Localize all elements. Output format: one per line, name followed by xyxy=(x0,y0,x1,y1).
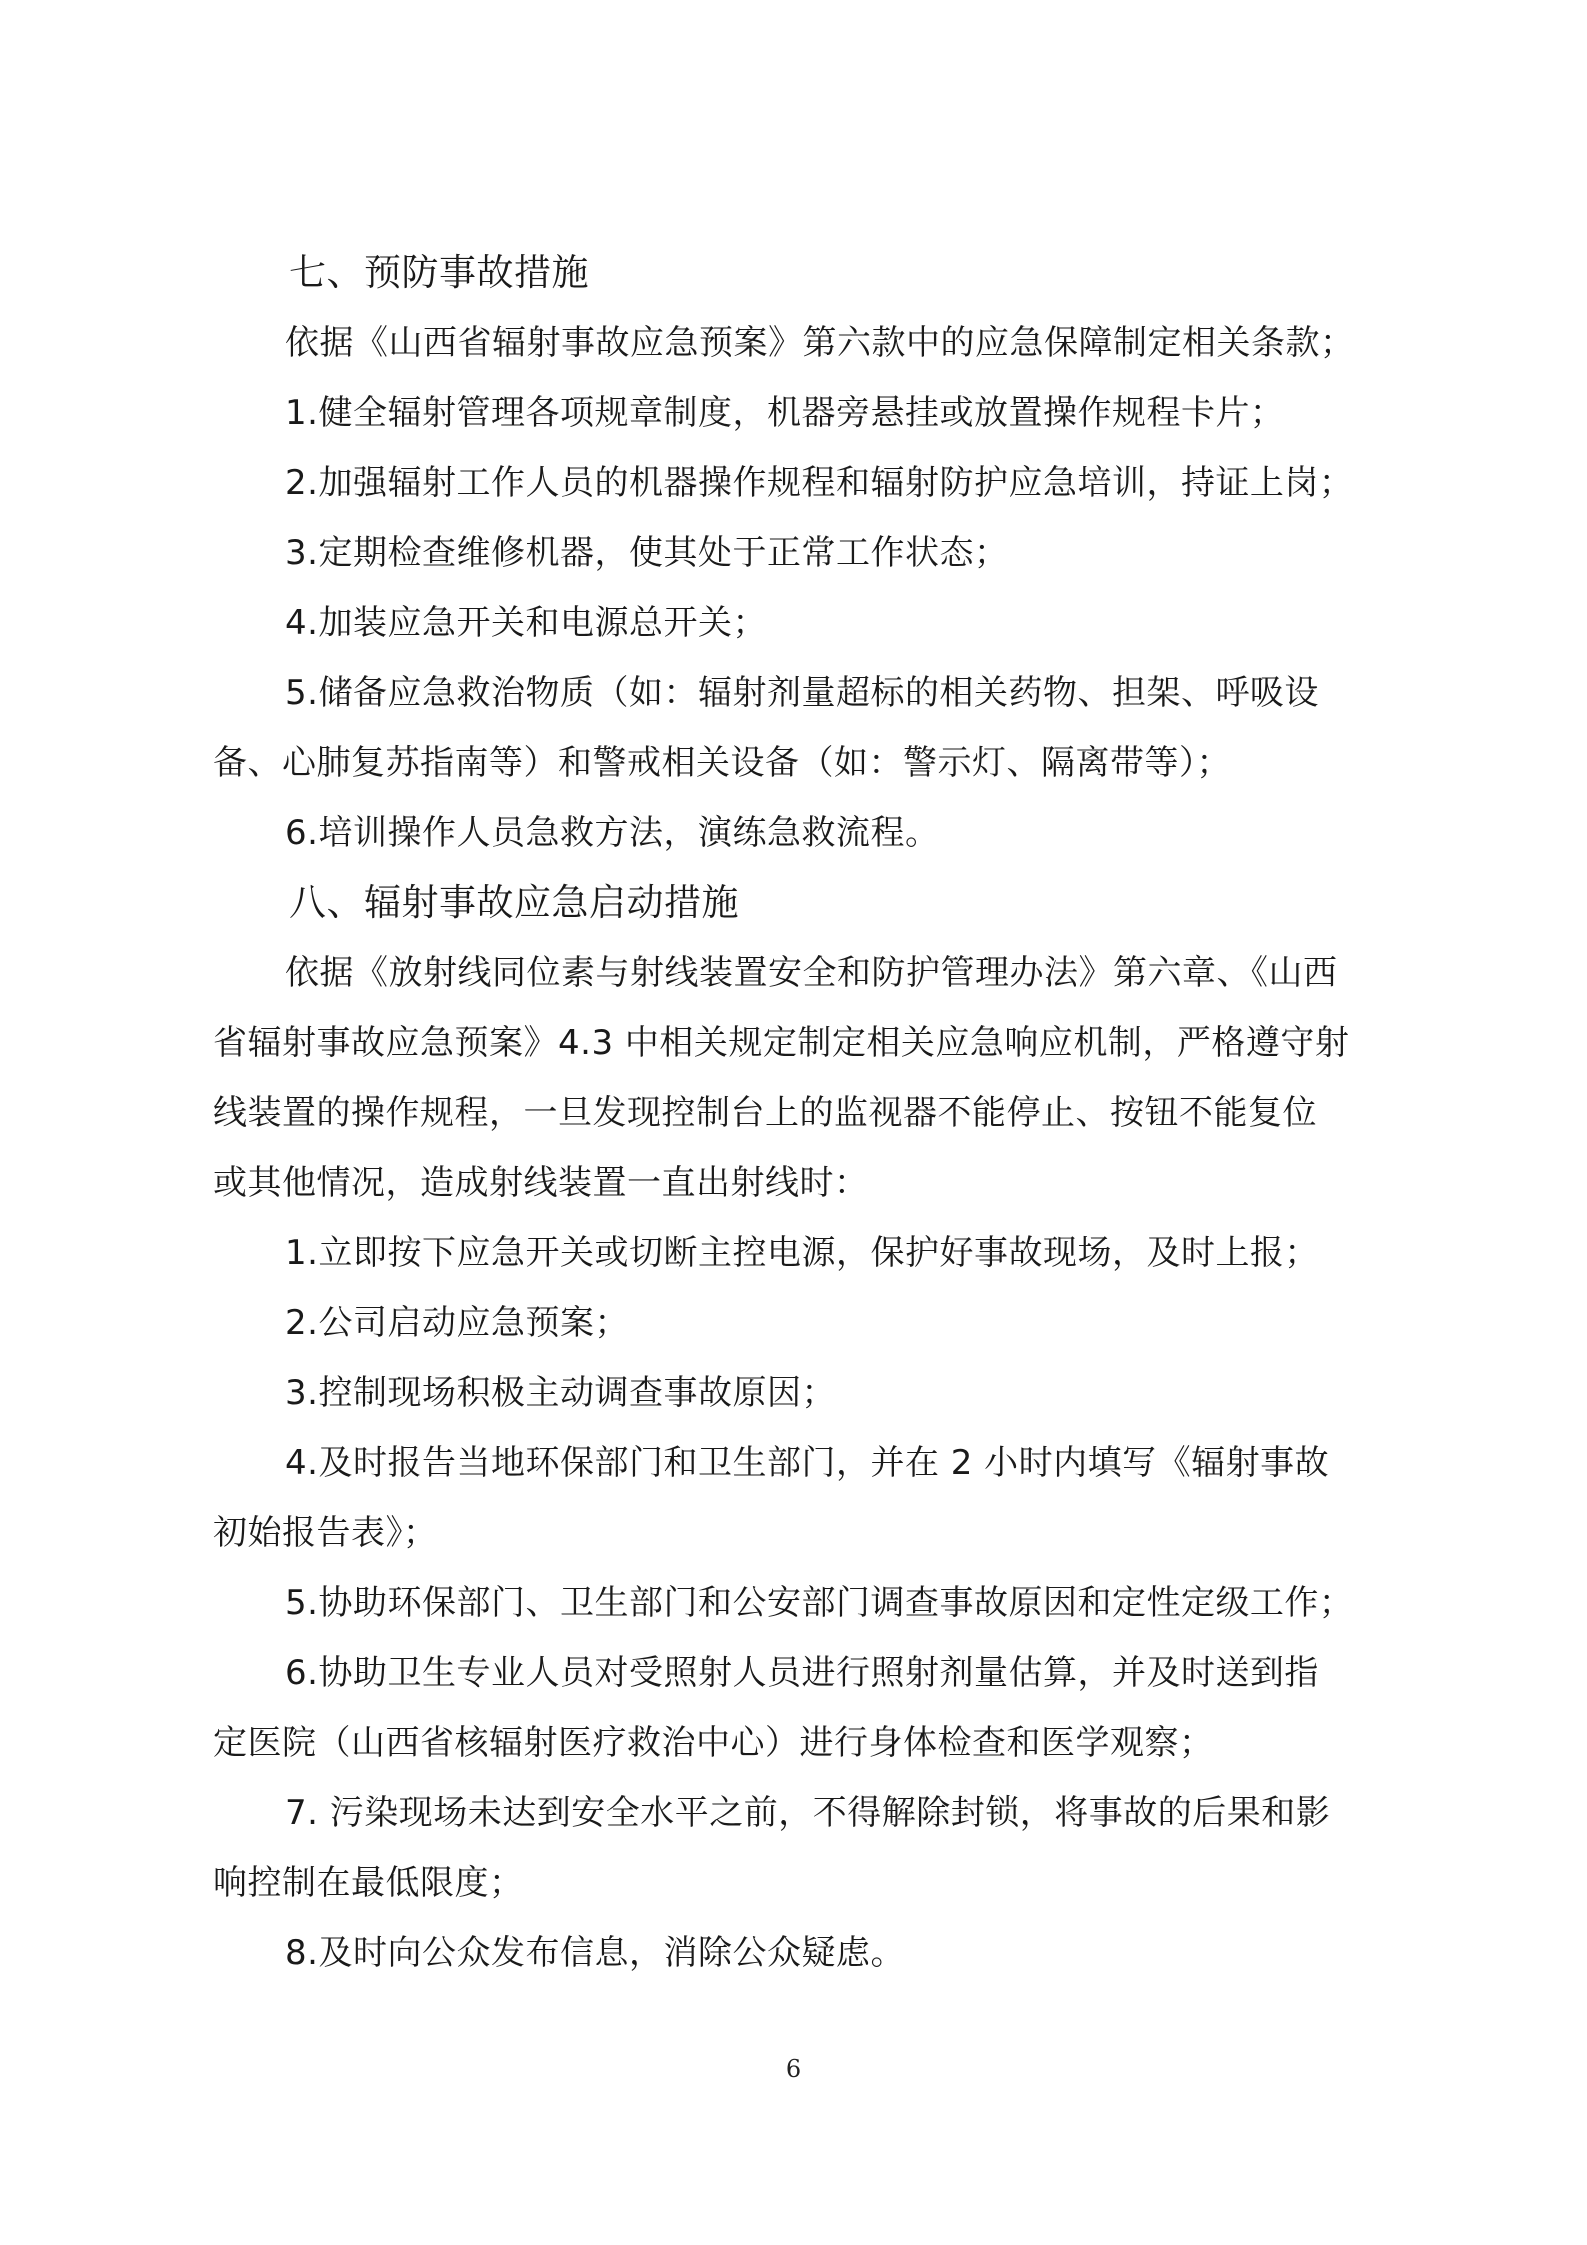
list-item: 4.及时报告当地环保部门和卫生部门，并在 2 小时内填写《辐射事故 xyxy=(285,1443,1330,1483)
section-heading-emergency-response: 八、辐射事故应急启动措施 xyxy=(289,881,739,924)
paragraph-line: 省辐射事故应急预案》4.3 中相关规定制定相关应急响应机制，严格遵守射 xyxy=(213,1023,1350,1063)
list-item: 2.公司启动应急预案； xyxy=(285,1303,629,1343)
list-item-continuation: 响控制在最低限度； xyxy=(213,1863,524,1903)
list-item-continuation: 定医院（山西省核辐射医疗救治中心）进行身体检查和医学观察； xyxy=(213,1723,1214,1763)
section-heading-prevention: 七、预防事故措施 xyxy=(289,251,589,294)
page-number: 6 xyxy=(785,2055,802,2083)
list-item: 8.及时向公众发布信息，消除公众疑虑。 xyxy=(285,1933,905,1973)
paragraph-line: 线装置的操作规程，一旦发现控制台上的监视器不能停止、按钮不能复位 xyxy=(213,1093,1317,1133)
list-item: 1.立即按下应急开关或切断主控电源，保护好事故现场，及时上报； xyxy=(285,1233,1319,1273)
list-item: 6.培训操作人员急救方法，演练急救流程。 xyxy=(285,813,940,853)
paragraph-line: 或其他情况，造成射线装置一直出射线时： xyxy=(213,1163,869,1203)
list-item: 7. 污染现场未达到安全水平之前，不得解除封锁，将事故的后果和影 xyxy=(285,1793,1331,1833)
list-item-continuation: 备、心肺复苏指南等）和警戒相关设备（如：警示灯、隔离带等）； xyxy=(213,743,1231,783)
list-item: 4.加装应急开关和电源总开关； xyxy=(285,603,767,643)
document-body xyxy=(213,238,1393,1988)
list-item: 5.储备应急救治物质（如：辐射剂量超标的相关药物、担架、呼吸设 xyxy=(285,673,1319,713)
paragraph-line: 依据《放射线同位素与射线装置安全和防护管理办法》第六章、《山西 xyxy=(285,953,1338,993)
list-item: 1.健全辐射管理各项规章制度，机器旁悬挂或放置操作规程卡片； xyxy=(285,393,1285,433)
list-item: 2.加强辐射工作人员的机器操作规程和辐射防护应急培训，持证上岗； xyxy=(285,463,1354,503)
list-item: 3.定期检查维修机器，使其处于正常工作状态； xyxy=(285,533,1009,573)
paragraph-line: 依据《山西省辐射事故应急预案》第六款中的应急保障制定相关条款； xyxy=(285,323,1355,363)
list-item-continuation: 初始报告表》； xyxy=(213,1513,438,1553)
list-item: 3.控制现场积极主动调查事故原因； xyxy=(285,1373,836,1413)
list-item: 6.协助卫生专业人员对受照射人员进行照射剂量估算，并及时送到指 xyxy=(285,1653,1319,1693)
list-item: 5.协助环保部门、卫生部门和公安部门调查事故原因和定性定级工作； xyxy=(285,1583,1354,1623)
